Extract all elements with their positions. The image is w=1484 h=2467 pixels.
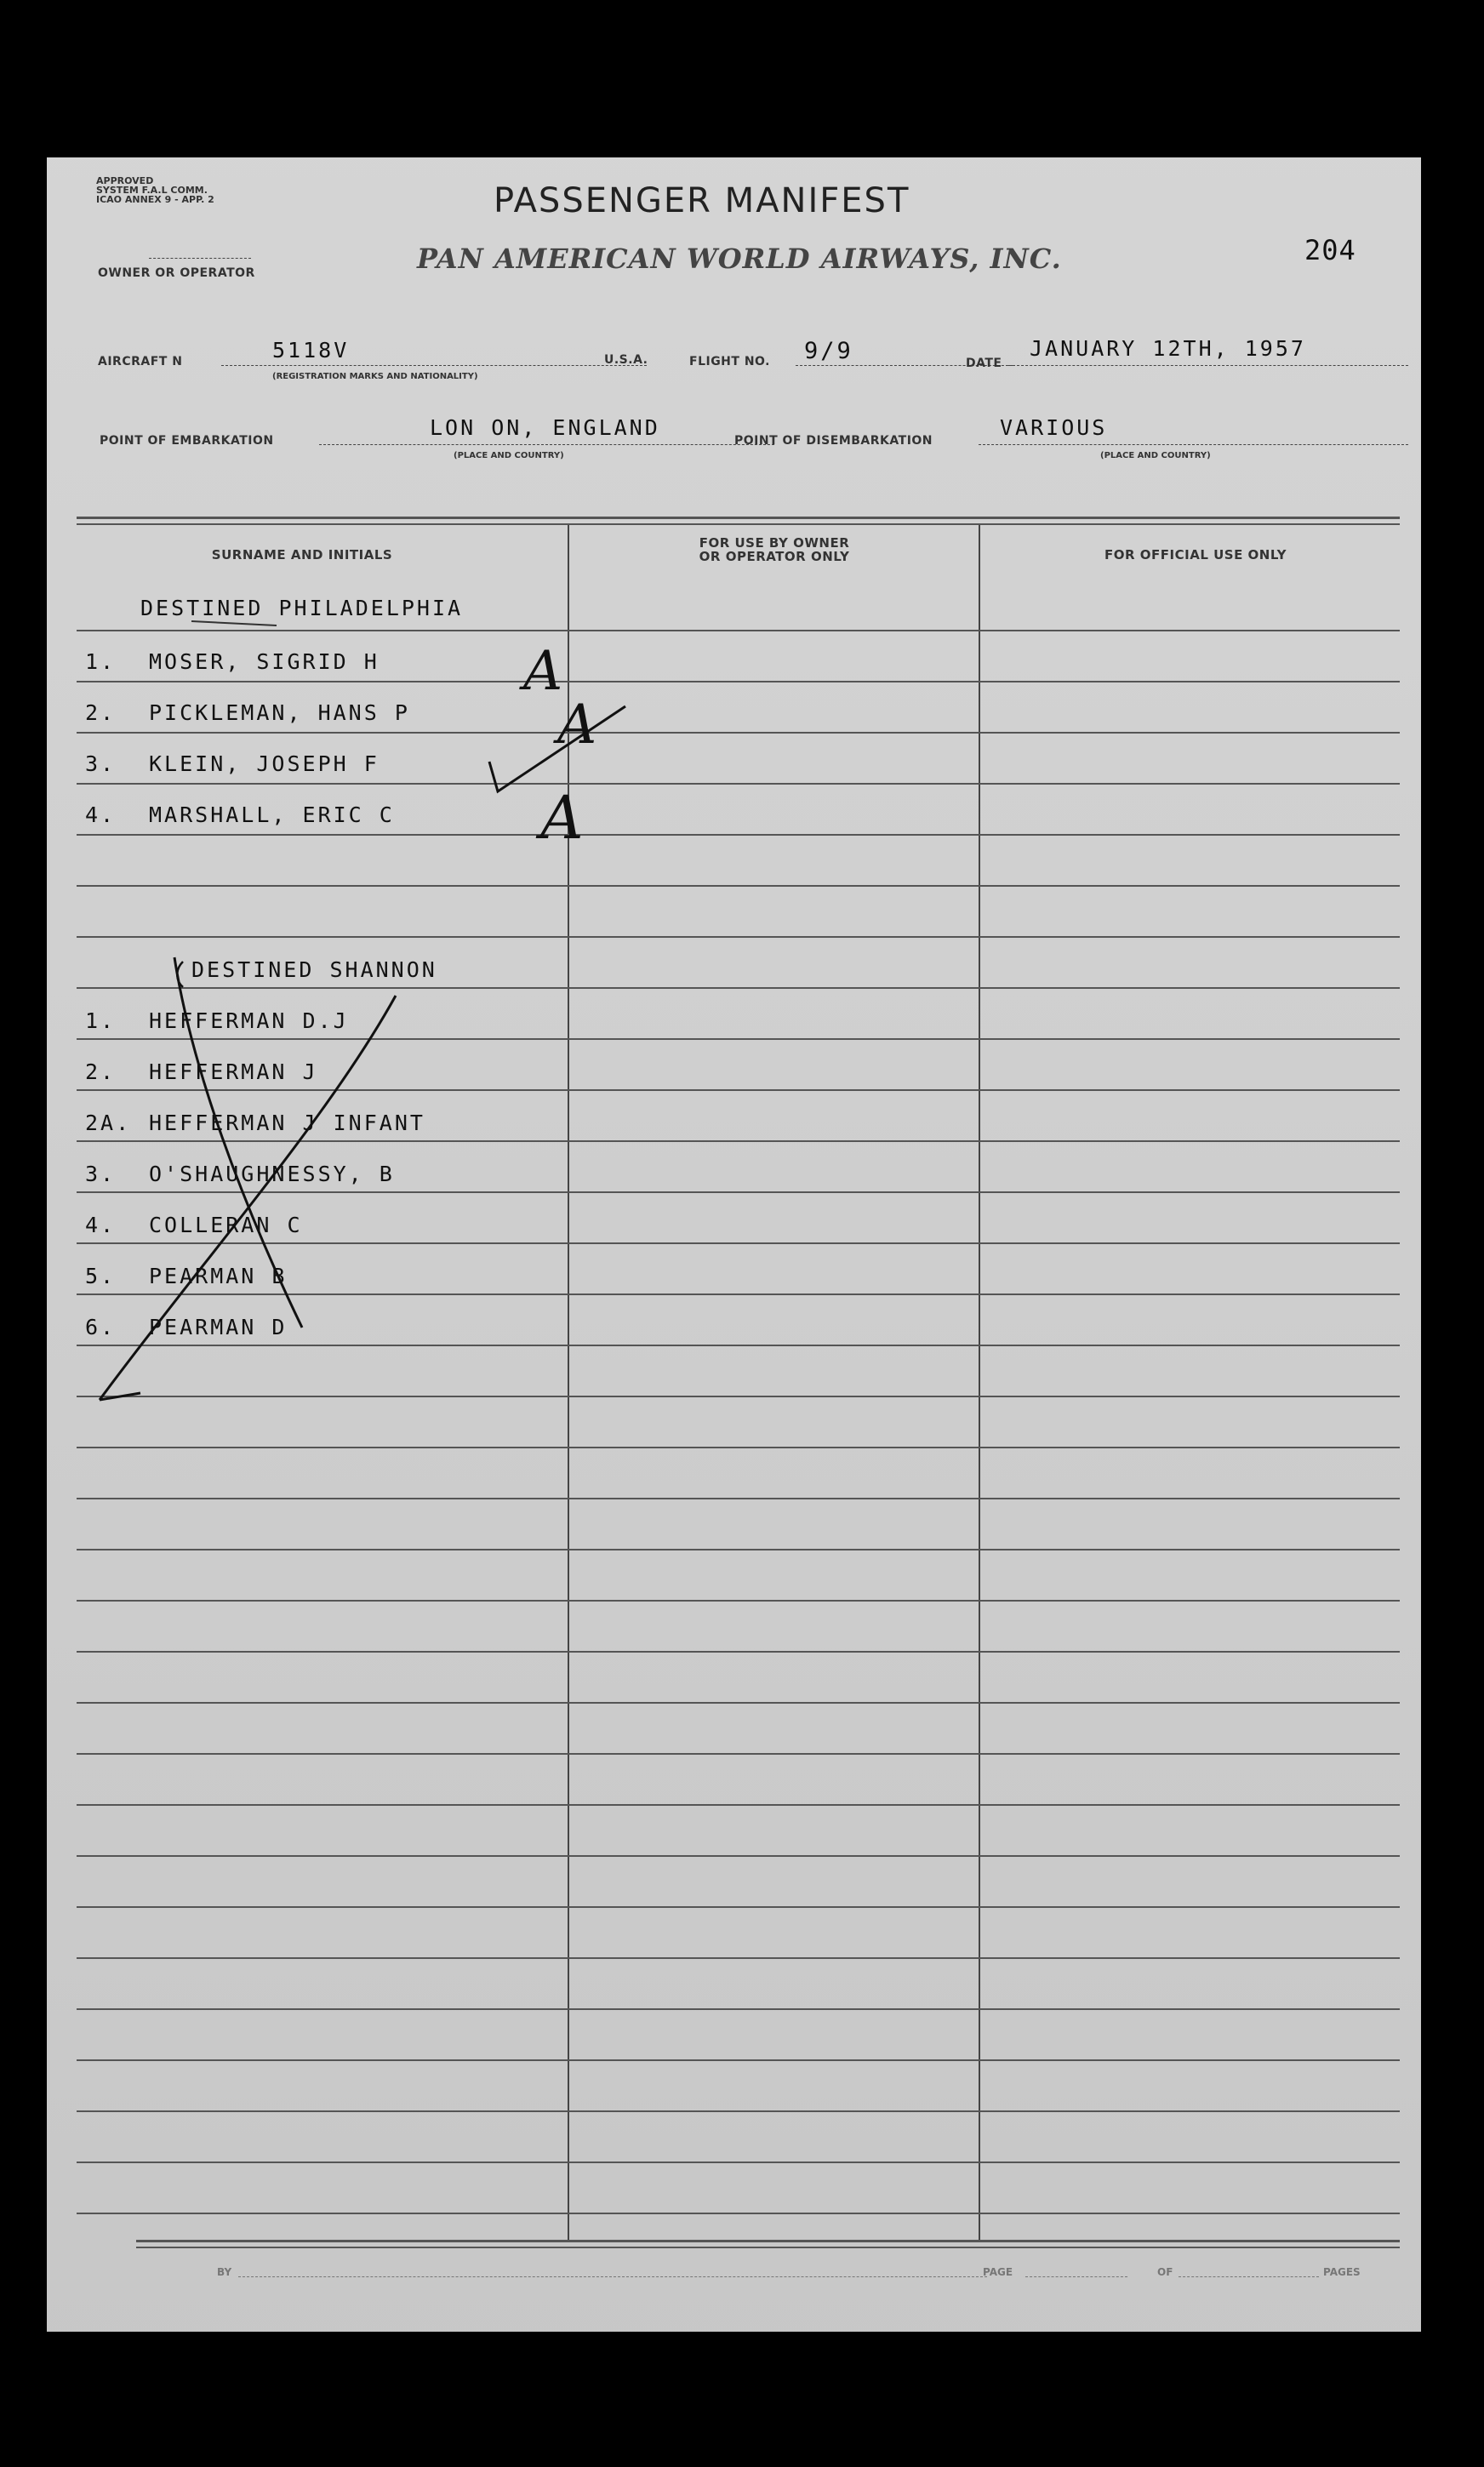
passenger-number: 3. bbox=[85, 1162, 117, 1186]
passenger-number: 1. bbox=[85, 1008, 117, 1033]
page-title: PASSENGER MANIFEST bbox=[494, 181, 910, 220]
embark-label: POINT OF EMBARKATION bbox=[100, 434, 274, 448]
cross-out-stroke-1 bbox=[100, 996, 396, 1400]
passenger-name: MARSHALL, ERIC C bbox=[149, 802, 395, 827]
underline-stroke bbox=[191, 621, 277, 625]
passenger-name: PICKLEMAN, HANS P bbox=[149, 700, 410, 725]
date-value: JANUARY 12TH, 1957 bbox=[1030, 336, 1306, 361]
handwritten-marks bbox=[47, 157, 1421, 2332]
passenger-number: 3. bbox=[85, 751, 117, 776]
passenger-number: 6. bbox=[85, 1315, 117, 1339]
flight-value: 9/9 bbox=[804, 338, 853, 364]
group-heading-philadelphia: DESTINED PHILADELPHIA bbox=[140, 596, 464, 620]
passenger-number: 5. bbox=[85, 1264, 117, 1288]
column-header-official: FOR OFFICIAL USE ONLY bbox=[1104, 547, 1287, 562]
aircraft-label: AIRCRAFT N bbox=[98, 355, 183, 368]
footer-by-underline bbox=[238, 2276, 987, 2277]
passenger-number: 2A. bbox=[85, 1111, 132, 1135]
passenger-name: MOSER, SIGRID H bbox=[149, 649, 380, 674]
passenger-name: O'SHAUGHNESSY, B bbox=[149, 1162, 395, 1186]
aircraft-value: 5118V bbox=[272, 338, 350, 363]
disembark-value: VARIOUS bbox=[1000, 415, 1108, 440]
annotation-mark-1: A bbox=[523, 640, 563, 703]
airline-name: PAN AMERICAN WORLD AIRWAYS, INC. bbox=[417, 243, 1062, 275]
passenger-name: COLLERAN C bbox=[149, 1213, 303, 1237]
passenger-name: PEARMAN B bbox=[149, 1264, 288, 1288]
passenger-name: PEARMAN D bbox=[149, 1315, 288, 1339]
page-number: 204 bbox=[1304, 234, 1356, 266]
approval-line-2: SYSTEM F.A.L COMM. bbox=[96, 185, 208, 196]
annotation-mark-2: A bbox=[557, 694, 597, 757]
footer-pages: PAGES bbox=[1323, 2266, 1361, 2278]
footer-page-underline bbox=[1025, 2276, 1127, 2277]
footer-of: OF bbox=[1157, 2266, 1173, 2278]
registration-caption: (REGISTRATION MARKS AND NATIONALITY) bbox=[272, 372, 478, 381]
footer-by: BY bbox=[217, 2266, 232, 2278]
date-label: DATE bbox=[966, 357, 1002, 370]
embark-caption: (PLACE AND COUNTRY) bbox=[454, 451, 564, 460]
disembark-caption: (PLACE AND COUNTRY) bbox=[1100, 451, 1211, 460]
column-header-owner-2: OR OPERATOR ONLY bbox=[699, 549, 850, 564]
embark-value: LON ON, ENGLAND bbox=[430, 415, 660, 440]
approval-line-3: ICAO ANNEX 9 - APP. 2 bbox=[96, 194, 214, 205]
annotation-mark-4: A bbox=[540, 783, 584, 853]
group-heading-shannon: DESTINED SHANNON bbox=[191, 957, 437, 982]
passenger-name: HEFFERMAN J bbox=[149, 1059, 318, 1084]
flight-label: FLIGHT NO. bbox=[689, 355, 770, 368]
passenger-name: KLEIN, JOSEPH F bbox=[149, 751, 380, 776]
passenger-number: 4. bbox=[85, 802, 117, 827]
country-label: U.S.A. bbox=[604, 353, 648, 367]
passenger-name: HEFFERMAN J INFANT bbox=[149, 1111, 425, 1135]
approval-line-1: APPROVED bbox=[96, 175, 154, 186]
column-header-owner-1: FOR USE BY OWNER bbox=[699, 535, 850, 551]
passenger-name: HEFFERMAN D.J bbox=[149, 1008, 349, 1033]
footer-page: PAGE bbox=[983, 2266, 1013, 2278]
passenger-number: 1. bbox=[85, 649, 117, 674]
passenger-number: 2. bbox=[85, 700, 117, 725]
owner-label: OWNER OR OPERATOR bbox=[98, 266, 255, 280]
footer-of-underline bbox=[1179, 2276, 1319, 2277]
disembark-label: POINT OF DISEMBARKATION bbox=[734, 434, 933, 448]
column-header-surname: SURNAME AND INITIALS bbox=[211, 547, 393, 562]
passenger-number: 2. bbox=[85, 1059, 117, 1084]
manifest-sheet bbox=[47, 157, 1421, 2332]
cross-out-stroke-2 bbox=[174, 957, 302, 1328]
passenger-number: 4. bbox=[85, 1213, 117, 1237]
cross-out-stroke-3 bbox=[100, 1393, 140, 1400]
